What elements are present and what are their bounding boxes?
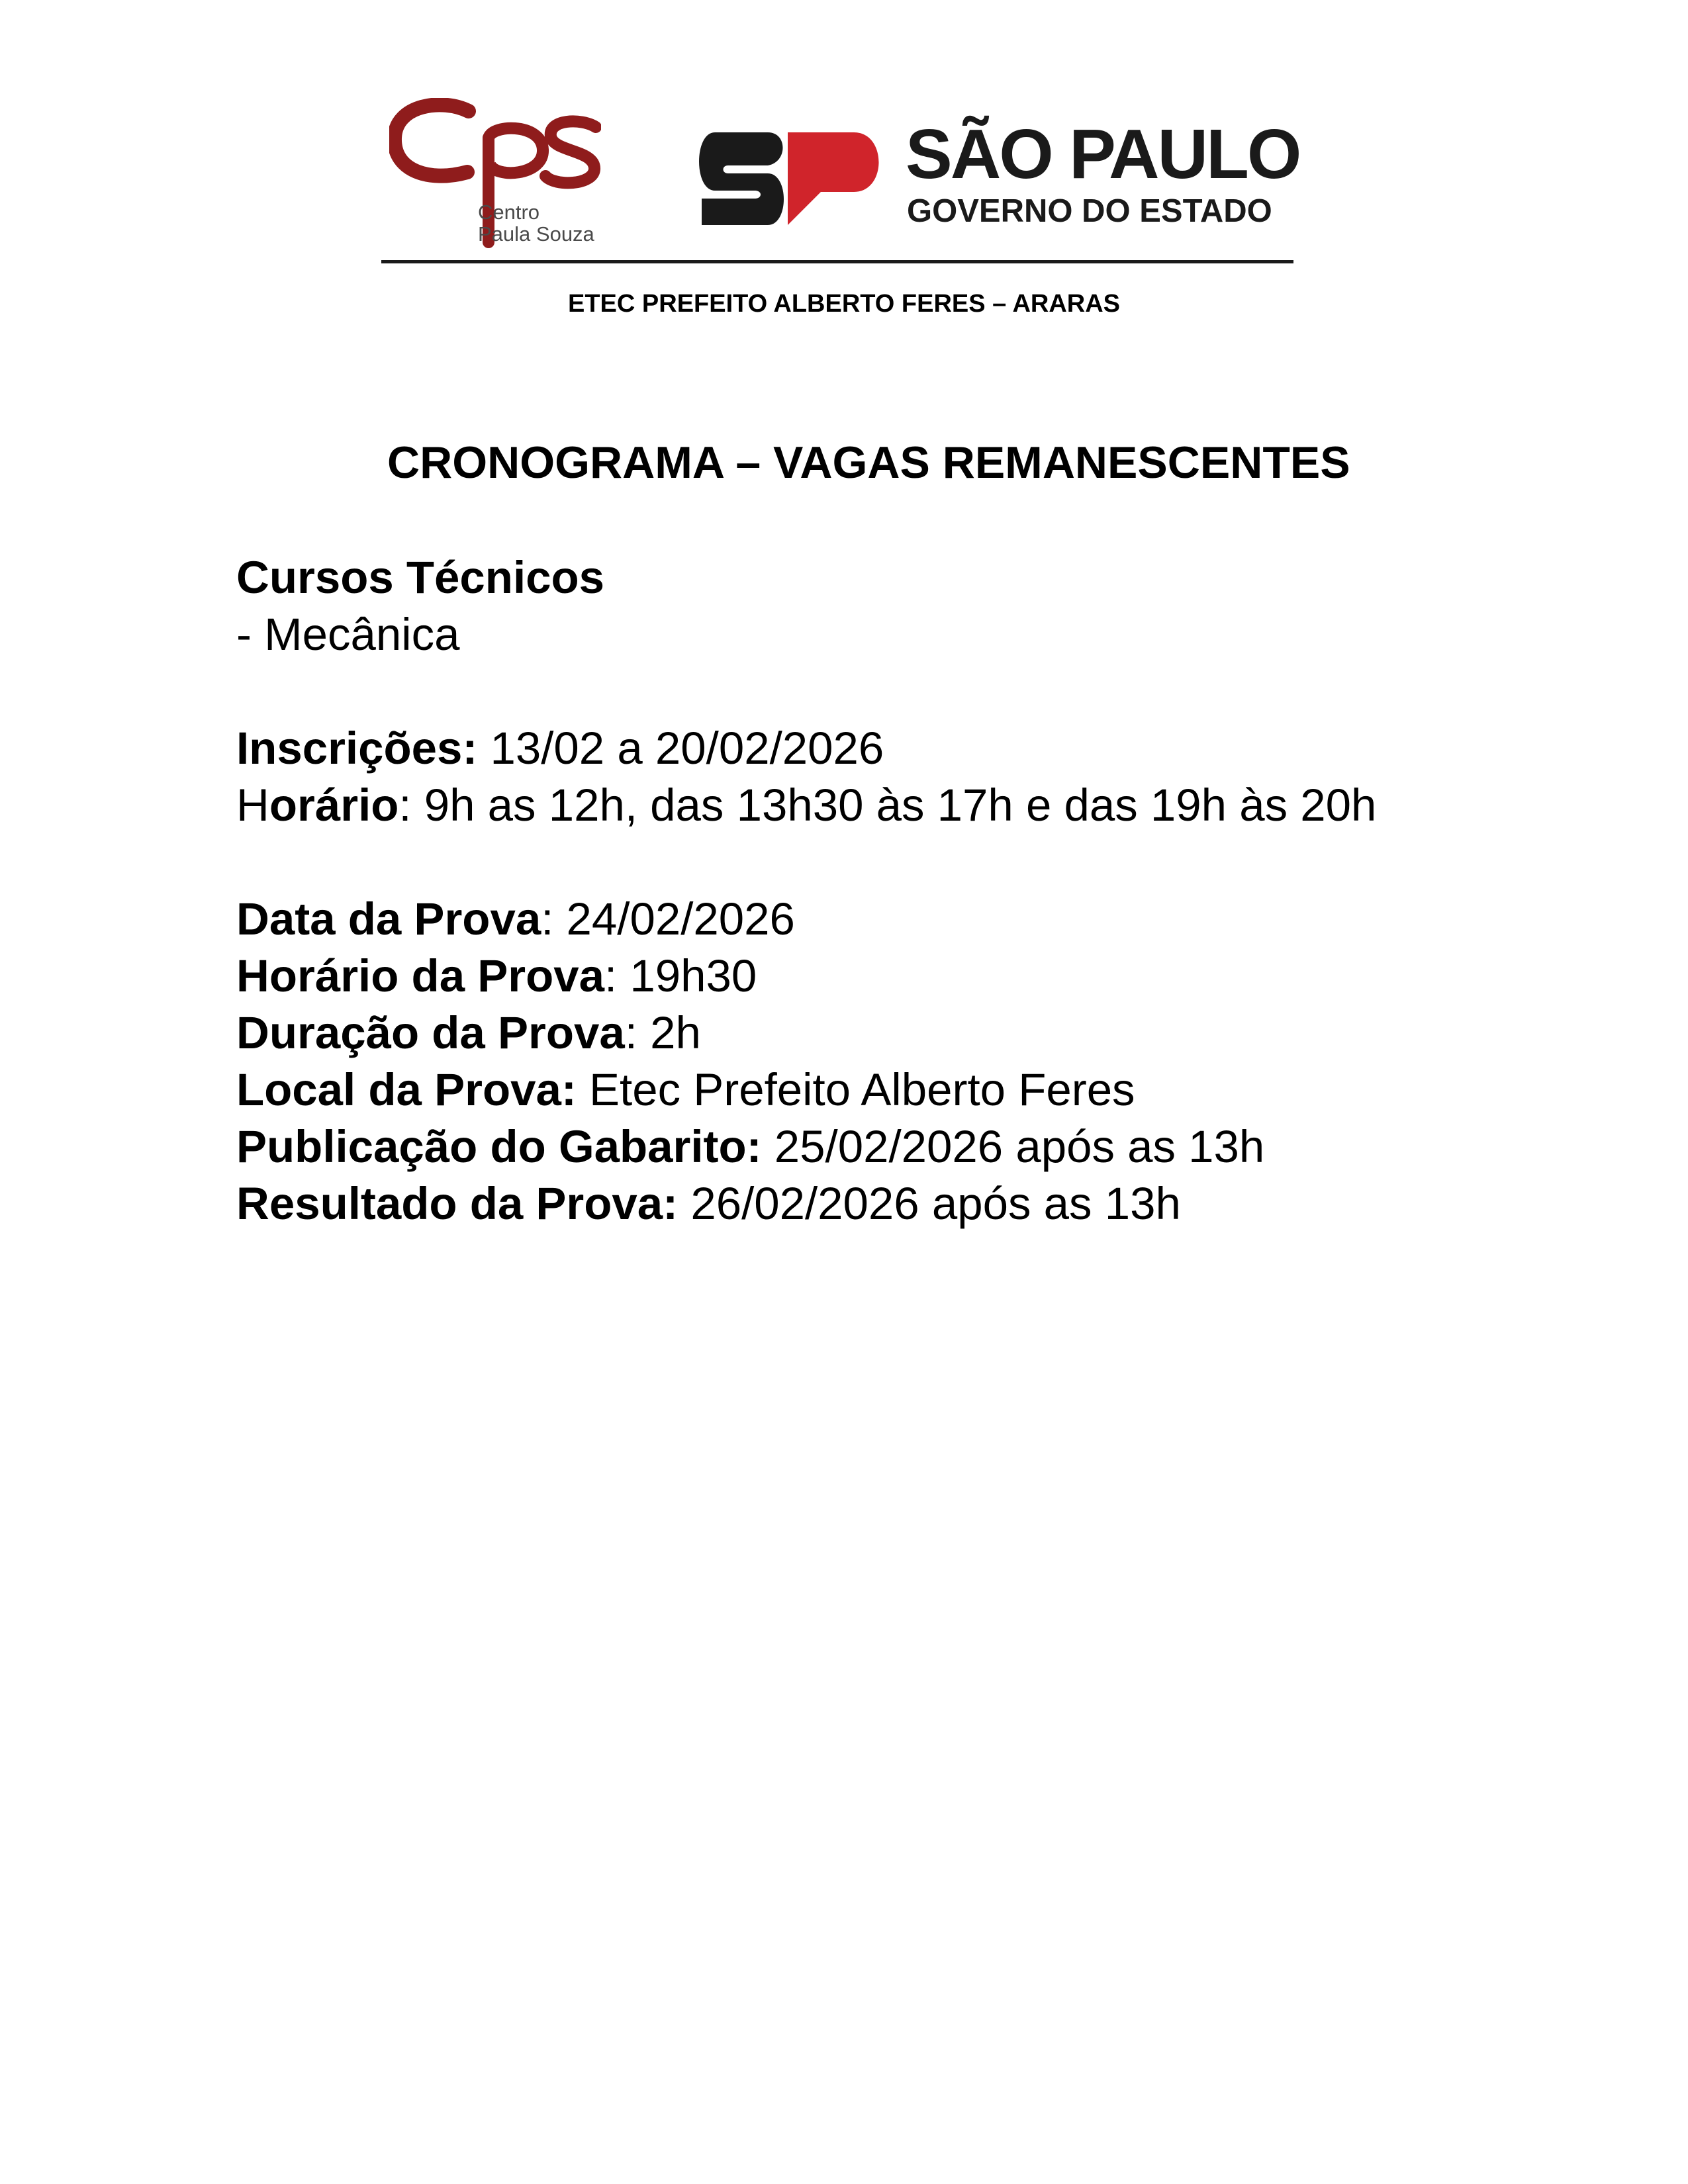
sp-governo-mark: [688, 126, 887, 232]
header-divider: [381, 260, 1293, 263]
exam-time-value: : 19h30: [604, 950, 757, 1001]
hours-label-plain: H: [236, 780, 269, 831]
exam-date-value: : 24/02/2026: [541, 893, 795, 944]
exam-duration-line: [236, 1005, 1376, 1062]
hours-label-bold: orário: [269, 780, 399, 831]
gov-subtitle: GOVERNO DO ESTADO: [907, 193, 1272, 229]
courses-heading: Cursos Técnicos: [236, 552, 605, 603]
cps-caption: Centro Paula Souza: [478, 201, 594, 246]
exam-date-line: [236, 891, 1376, 948]
exam-duration-value: : 2h: [624, 1007, 701, 1058]
spacer: [236, 834, 1376, 891]
registration-line: [236, 720, 1376, 777]
hours-value: : 9h as 12h, das 13h30 às 17h e das 19h às 20h: [399, 780, 1377, 831]
gov-title: SÃO PAULO: [906, 115, 1300, 193]
exam-location-label: Local da Prova:: [236, 1064, 577, 1115]
school-name: ETEC PREFEITO ALBERTO FERES – ARARAS: [568, 290, 1120, 318]
exam-result-label: Resultado da Prova:: [236, 1178, 679, 1229]
exam-date-label: Data da Prova: [236, 893, 541, 944]
registration-hours-line: [236, 777, 1376, 834]
registration-value: 13/02 a 20/02/2026: [477, 723, 884, 774]
exam-location-value: Etec Prefeito Alberto Feres: [576, 1064, 1135, 1115]
exam-location-line: [236, 1062, 1376, 1118]
answer-key-label: Publicação do Gabarito:: [236, 1121, 762, 1172]
schedule-body: [236, 549, 1376, 1232]
exam-duration-label: Duração da Prova: [236, 1007, 625, 1058]
spacer: [236, 663, 1376, 720]
document-title: CRONOGRAMA – VAGAS REMANESCENTES: [387, 437, 1350, 488]
registration-label: Inscrições:: [236, 723, 478, 774]
answer-key-value: 25/02/2026 após as 13h: [761, 1121, 1265, 1172]
exam-time-line: [236, 948, 1376, 1005]
answer-key-line: [236, 1118, 1376, 1175]
exam-result-line: [236, 1175, 1376, 1232]
course-item: - Mecânica: [236, 609, 460, 660]
exam-time-label: Horário da Prova: [236, 950, 605, 1001]
exam-result-value: 26/02/2026 após as 13h: [678, 1178, 1181, 1229]
